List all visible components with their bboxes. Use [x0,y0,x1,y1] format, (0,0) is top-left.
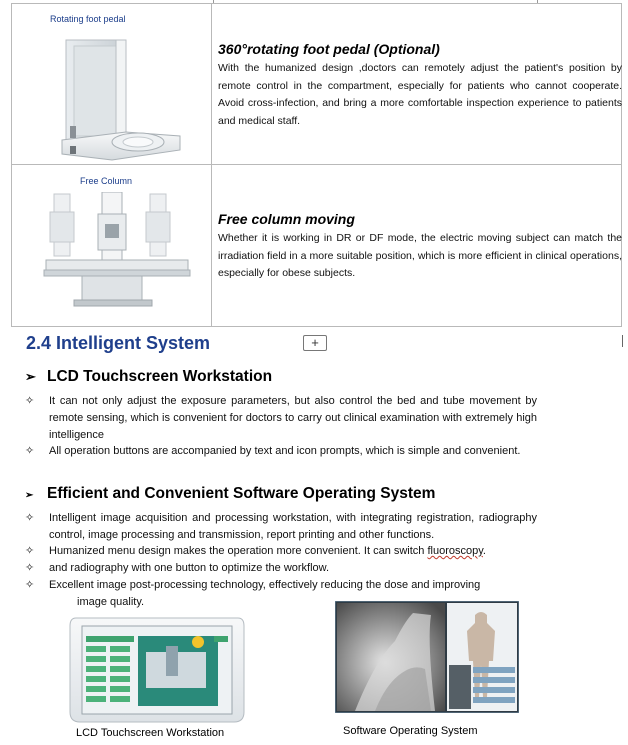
bullet-item [25,543,537,560]
bullet-text: It can not only adjust the exposure parameters, but also control the bed and tube movement by remote sensing, which is convenient for doctors to carry out clinical examination with extremely high intelligence [49,395,537,441]
column-image-caption: Free Column [80,176,133,186]
foot-pedal-image [52,36,187,164]
margin-mark [622,335,623,347]
lcd-image-caption: LCD Touchscreen Workstation [76,727,225,739]
table-column-divider [211,4,212,326]
diamond-bullet-icon: ✧ [25,395,35,407]
software-system-heading [25,485,435,503]
table-row-divider [12,164,621,165]
pedal-image-caption: Rotating foot pedal [50,14,126,24]
pedal-feature-title: 360°rotating foot pedal (Optional) [218,41,440,57]
section-title: 2.4 Intelligent System [26,333,211,353]
pedal-feature-description: With the humanized design ,doctors can remotely adjust the patient's position by remote control in the compartment, especially for patients who cannot cooperate. Avoid cross-infection, and bring a more comfortable inspection experience to patients and medical staff. [218,62,622,127]
arrow-bullet-icon: ➢ [25,490,34,501]
bullet-item [25,393,537,443]
bullet-text: Excellent image post-processing technology, effectively reducing the dose and improving [49,579,481,591]
arrow-bullet-icon: ➢ [25,369,36,384]
bullet-text: All operation buttons are accompanied by text and icon prompts, which is simple and convenient. [49,445,521,457]
bullet-item [25,443,537,460]
diamond-bullet-icon: ✧ [25,579,35,591]
diamond-bullet-icon: ✧ [25,445,35,457]
bullet-item [25,560,537,577]
expand-button[interactable]: + [303,335,327,351]
diamond-bullet-icon: ✧ [25,512,35,524]
bullet-text-start: Humanized menu design makes the operation more convenient. It can switch [49,545,428,557]
lcd-workstation-title: LCD Touchscreen Workstation [47,368,273,385]
bullet-text: Intelligent image acquisition and processing workstation, with integrating registration, radiography control, image processing and transmission, report printing and other functions. [49,512,537,541]
bullet-text-end: . [482,545,486,557]
lcd-workstation-heading [25,368,272,386]
spellcheck-underlined-word: fluoroscopy [427,545,483,557]
bullet-text [25,543,537,560]
bullet-text-continued: image quality. [77,595,145,608]
bullet-text: and radiography with one button to optimize the workflow. [49,562,330,574]
diamond-bullet-icon: ✧ [25,545,35,557]
software-image-caption: Software Operating System [343,725,478,737]
diamond-bullet-icon: ✧ [25,562,35,574]
column-feature-description: Whether it is working in DR or DF mode, the electric moving subject can match the irradiation field in a more suitable position, which is more efficient in clinical operations, especially for obese subjects. [218,232,622,279]
bullet-item [25,510,537,544]
lcd-touchscreen-image [68,612,246,724]
software-system-title: Efficient and Convenient Software Operating System [47,485,436,502]
column-feature-title: Free column moving [218,211,355,227]
software-system-image [335,601,519,713]
feature-table [11,3,622,327]
free-column-image [42,192,192,310]
